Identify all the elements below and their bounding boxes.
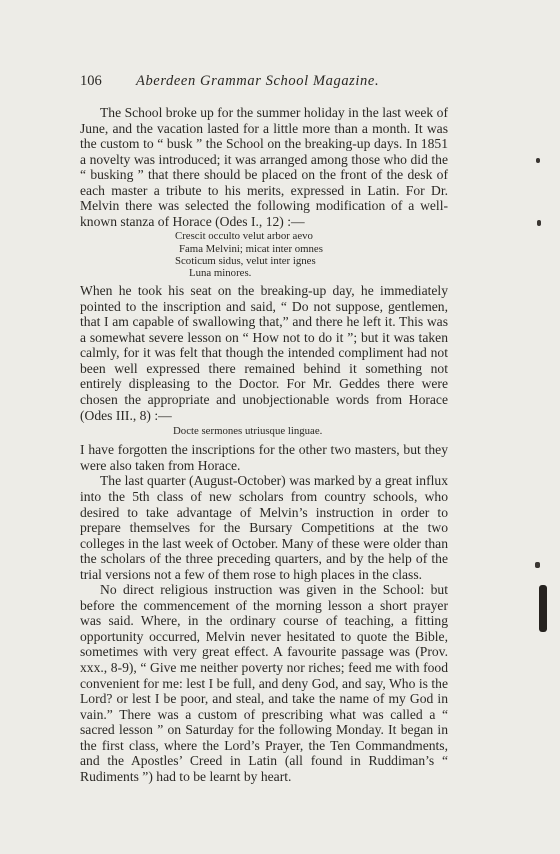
latin-quote bbox=[80, 230, 448, 279]
quote-line: Crescit occulto velut arbor aevo bbox=[175, 230, 313, 243]
paragraph: The last quarter (August-October) was marked by a great influx into the 5th class of new scholars from country schools, who desired to take advantage of Melvin’s instruction in order to prepare themselves for the Bursary Competitions at the two colleges in the last week of October. Many of these were older than the scholars of the three preceding quarters, and by the help of the trial versions not a few of them rose to high places in the class. bbox=[80, 473, 448, 582]
page-ribbon bbox=[539, 585, 547, 632]
paragraph: When he took his seat on the breaking-up day, he immediately pointed to the inscription and said, “ Do not suppose, gentlemen, that I am capable of swallowing that,” and there he left it. This was a somewhat severe lesson on “ How not to do it ”; but it was taken calmly, for it was felt that though the intended compliment had not been well expressed there remained behind it something not entirely displeasing to the Doctor. For Mr. Geddes there were chosen the appropriate and unobjectionable words from Horace (Odes III., 8) :— bbox=[80, 283, 448, 423]
page-number: 106 bbox=[80, 73, 102, 89]
margin-mark bbox=[537, 220, 541, 226]
paragraph: No direct religious instruction was given in the School: but before the commencement of the morning lesson a short prayer was said. Where, in the ordinary course of teaching, a fitting opportunity occurred, Melvin never hesitated to quote the Bible, sometimes with very great effect. A favourite passage was (Prov. xxx., 8-9), “ Give me neither poverty nor riches; feed me with food convenient for me: lest I be full, and deny God, and say, Who is the Lord? or lest I be poor, and steal, and take the name of my God in vain.” There was a custom of prescribing what was called a “ sacred lesson ” on Saturday for the following Monday. It began in the first class, where the Lord’s Prayer, the Ten Commandments, and the Apostles’ Creed in Latin (all found in Ruddiman’s “ Rudiments ”) had to be learnt by heart. bbox=[80, 582, 448, 784]
paragraph: The School broke up for the summer holiday in the last week of June, and the vacation lasted for a little more than a month. It was the custom to “ busk ” the School on the breaking-up days. In 1851 a novelty was introduced; it was arranged among those who did the “ busking ” that there should be placed on the front of the desk of each master a tribute to his merits, expressed in Latin. For Dr. Melvin there was selected the following modification of a well-known stanza of Horace (Odes I., 12) :— bbox=[80, 105, 448, 229]
latin-quote: Docte sermones utriusque linguae. bbox=[173, 425, 323, 438]
quote-line: Luna minores. bbox=[189, 266, 252, 279]
page-body bbox=[80, 105, 448, 784]
running-title: Aberdeen Grammar School Magazine. bbox=[136, 73, 380, 89]
quote-line: Fama Melvini; micat inter omnes bbox=[179, 242, 323, 255]
paragraph: I have forgotten the inscriptions for the other two masters, but they were also taken from Horace. bbox=[80, 442, 448, 473]
page-header bbox=[80, 73, 460, 90]
margin-mark bbox=[535, 562, 540, 568]
margin-mark bbox=[536, 158, 540, 163]
quote-line: Scoticum sidus, velut inter ignes bbox=[175, 254, 316, 267]
